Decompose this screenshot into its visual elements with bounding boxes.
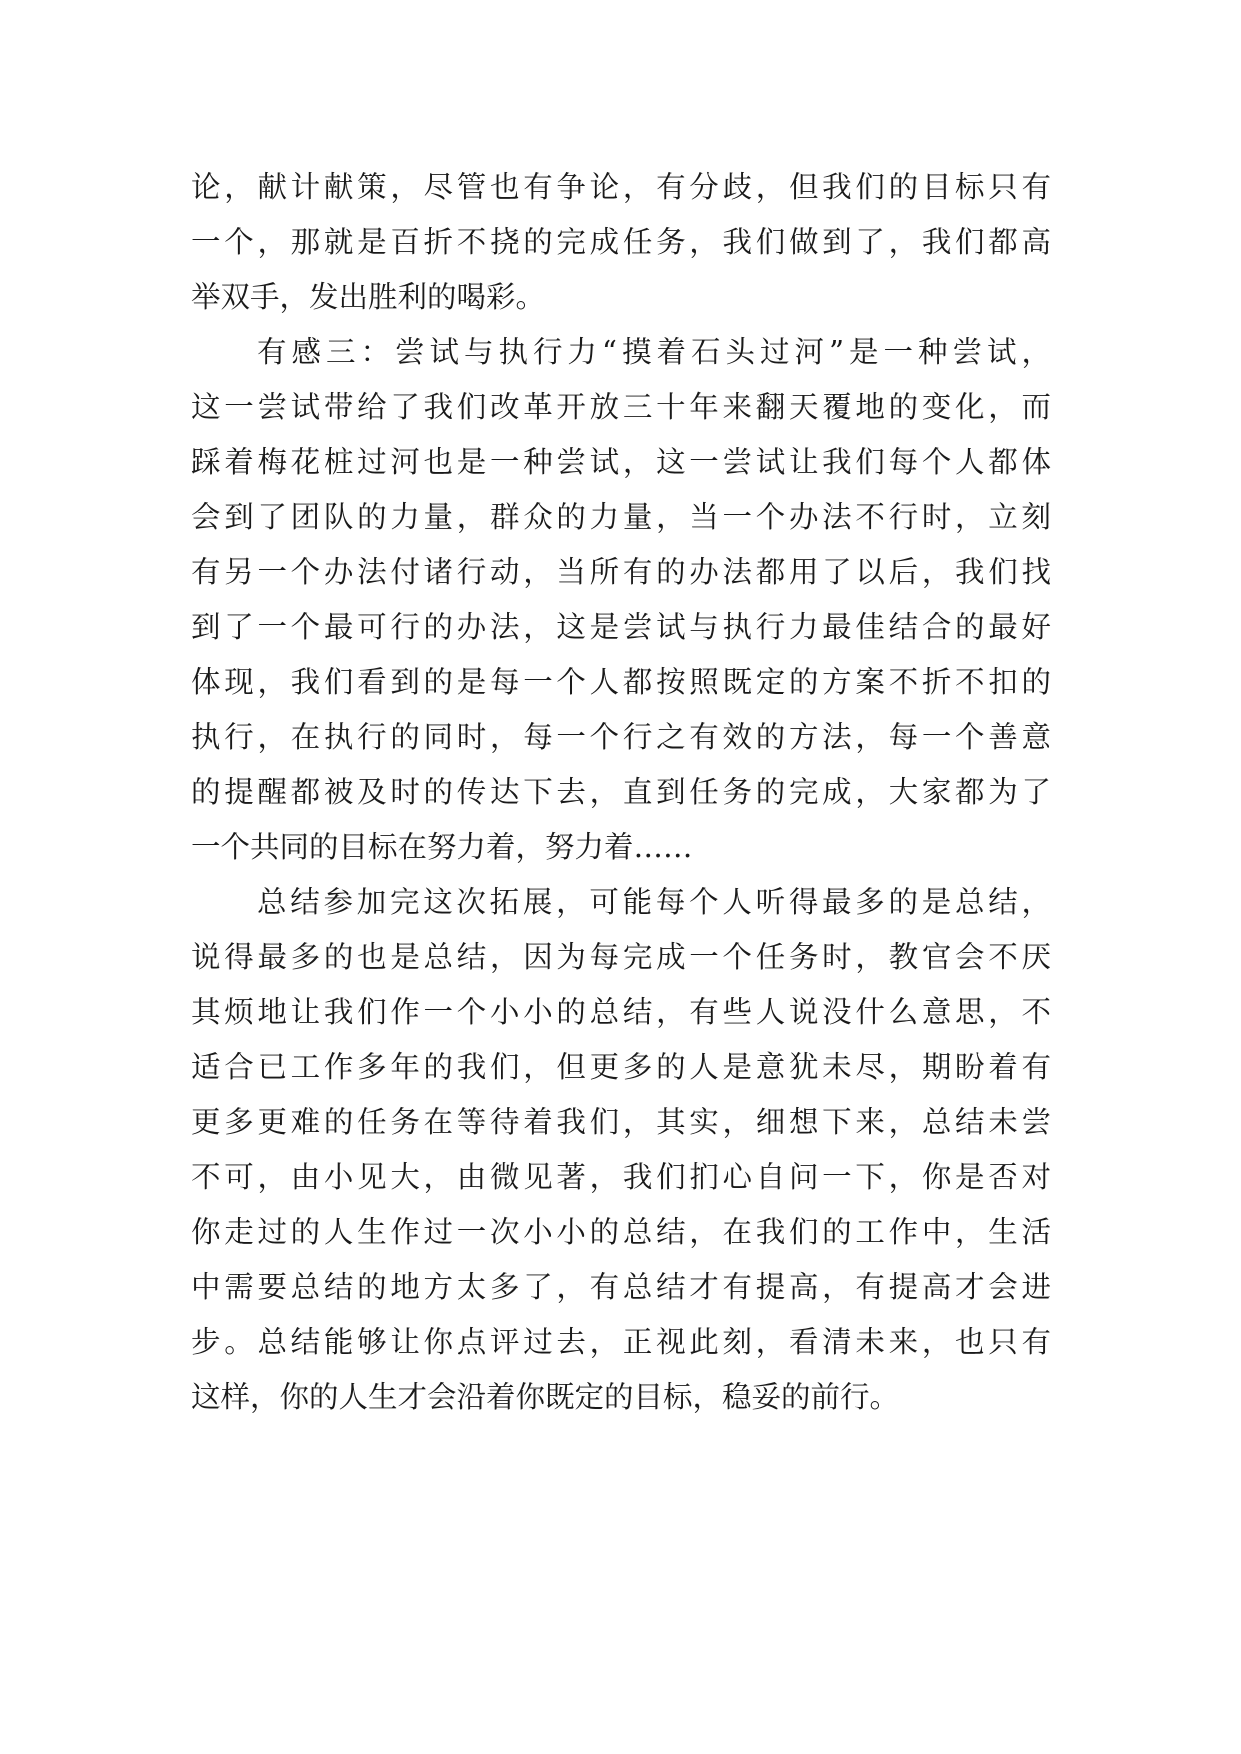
- text-line: 这样，你的人生才会沿着你既定的目标，稳妥的前行。: [191, 1380, 900, 1414]
- text-line: 中需要总结的地方太多了，有总结才有提高，有提高才会进: [191, 1270, 1051, 1304]
- text-line: 你走过的人生作过一次小小的总结，在我们的工作中，生活: [191, 1215, 1051, 1249]
- text-line: 说得最多的也是总结，因为每完成一个任务时，教官会不厌: [191, 940, 1051, 974]
- text-line: 总结参加完这次拓展，可能每个人听得最多的是总结，: [257, 885, 1051, 919]
- text-line: 这一尝试带给了我们改革开放三十年来翻天覆地的变化，而: [191, 390, 1051, 424]
- text-line: 不可，由小见大，由微见著，我们扪心自问一下，你是否对: [191, 1160, 1051, 1194]
- document-body: [191, 160, 1051, 1425]
- paragraph-1: [191, 160, 1051, 325]
- text-line: 有感三：尝试与执行力“摸着石头过河”是一种尝试，: [257, 335, 1051, 369]
- text-line: 会到了团队的力量，群众的力量，当一个办法不行时，立刻: [191, 500, 1051, 534]
- text-line: 适合已工作多年的我们，但更多的人是意犹未尽，期盼着有: [191, 1050, 1051, 1084]
- paragraph-3: [191, 875, 1051, 1425]
- text-line: 执行，在执行的同时，每一个行之有效的方法，每一个善意: [191, 720, 1051, 754]
- text-line: 有另一个办法付诸行动，当所有的办法都用了以后，我们找: [191, 555, 1051, 589]
- text-line: 到了一个最可行的办法，这是尝试与执行力最佳结合的最好: [191, 610, 1051, 644]
- text-line: 举双手，发出胜利的喝彩。: [191, 280, 546, 314]
- text-line: 论，献计献策，尽管也有争论，有分歧，但我们的目标只有: [191, 170, 1051, 204]
- text-line: 踩着梅花桩过河也是一种尝试，这一尝试让我们每个人都体: [191, 445, 1051, 479]
- text-line: 体现，我们看到的是每一个人都按照既定的方案不折不扣的: [191, 665, 1051, 699]
- text-line: 一个，那就是百折不挠的完成任务，我们做到了，我们都高: [191, 225, 1051, 259]
- text-line: 一个共同的目标在努力着，努力着……: [191, 830, 693, 864]
- paragraph-2: [191, 325, 1051, 875]
- text-line: 的提醒都被及时的传达下去，直到任务的完成，大家都为了: [191, 775, 1051, 809]
- text-line: 更多更难的任务在等待着我们，其实，细想下来，总结未尝: [191, 1105, 1051, 1139]
- text-line: 步。总结能够让你点评过去，正视此刻，看清未来，也只有: [191, 1325, 1051, 1359]
- text-line: 其烦地让我们作一个小小的总结，有些人说没什么意思，不: [191, 995, 1051, 1029]
